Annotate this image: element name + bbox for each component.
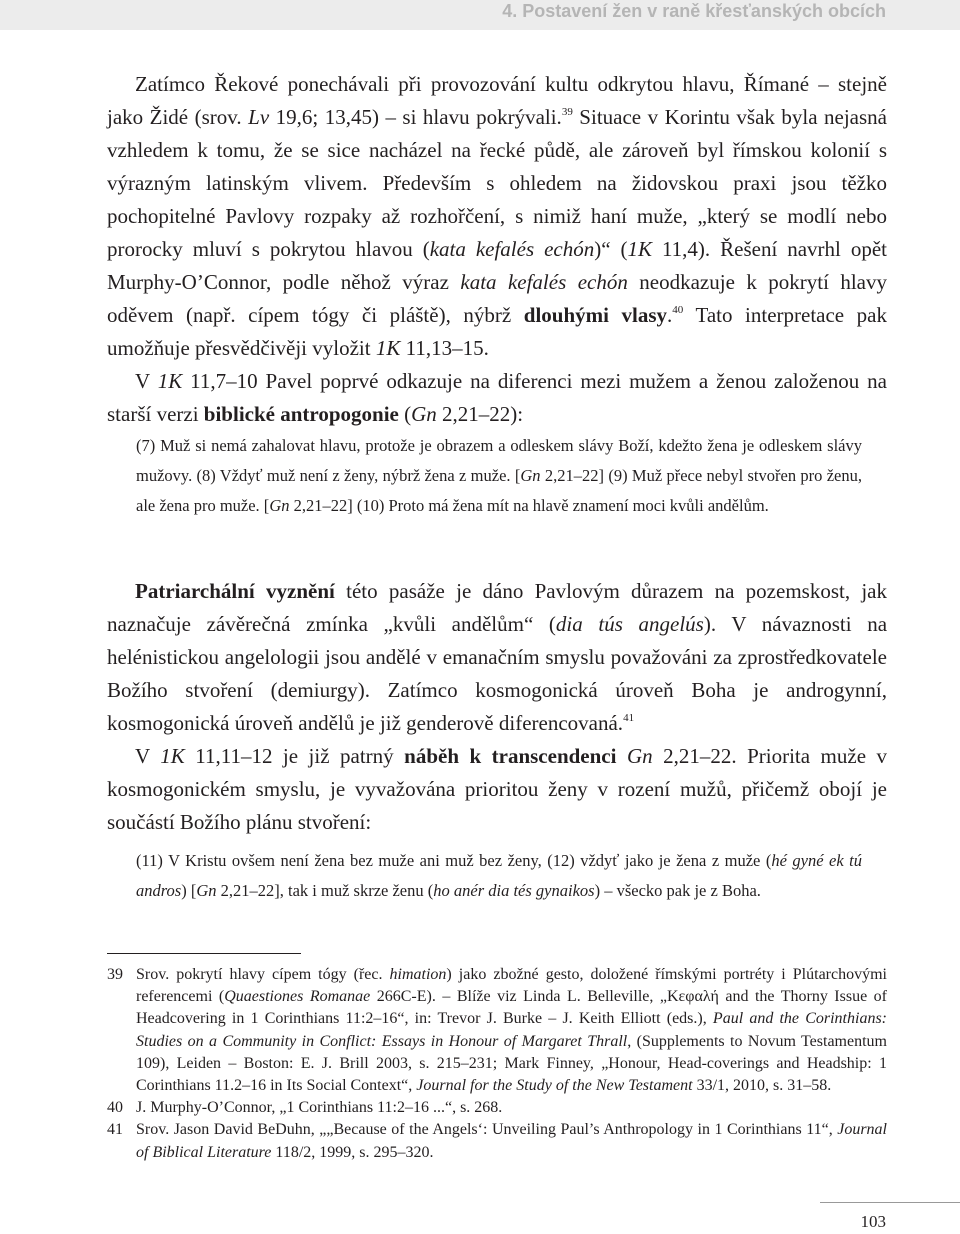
paragraph-4: V 1K 11,11–12 je již patrný náběh k transcendenci Gn 2,21–22. Priorita muže v kosmogonickém smyslu, je vyvažována prioritou ženy v rození mužů, přičemž obojí je součástí Božího plánu stvoření: xyxy=(107,744,887,834)
footnote-number: 41 xyxy=(107,1121,123,1139)
footnote-ref-39[interactable]: 39 xyxy=(561,106,573,118)
page-number-rule xyxy=(820,1202,960,1203)
footnote-number: 40 xyxy=(107,1099,123,1117)
page-number: 103 xyxy=(860,1212,886,1231)
footnotes xyxy=(107,964,887,1164)
main-text-block-1 xyxy=(107,68,887,431)
footnote-ref-41[interactable]: 41 xyxy=(623,712,635,724)
chapter-title: 4. Postavení žen v raně křesťanských obcích xyxy=(502,1,886,21)
running-head xyxy=(0,0,960,30)
footnote-ref-40[interactable]: 40 xyxy=(672,304,684,316)
main-text-block-2 xyxy=(107,575,887,839)
quote-2-text: (11) V Kristu ovšem není žena bez muže ani muž bez ženy, (12) vždyť jako je žena z muže (hé gyné ek tú andros) [Gn 2,21–22], tak i muž skrze ženu (ho anér dia tés gynaikos) – všecko pak je z Boha. xyxy=(136,851,862,900)
footnote-39: 39 Srov. pokrytí hlavy cípem tógy (řec. himation) jako zbožné gesto, doložené římskými portréty i Plútarchovými referencemi (Quaestiones Romanae 266C-E). – Blíže viz Linda L. Belleville, „Κεφαλή and the Thorny Issue of Headcovering in 1 Corinthians 11:2–16“, in: Trevor J. Burke – J. Keith Elliott (eds.), Paul and the Corinthians: Studies on a Community in Conflict: Essays in Honour of Margaret Thrall, (Supplements to Novum Testamentum 109), Leiden – Boston: E. J. Brill 2003, s. 215–231; Mark Finney, „Honour, Head-coverings and Headship: 1 Corinthians 11.2–16 in Its Social Context“, Journal for the Study of the New Testament 33/1, 2010, s. 31–58. xyxy=(107,966,888,1095)
footnote-41: 41 Srov. Jason David BeDuhn, „„Because of the Angels‘: Unveiling Paul’s Anthropology in 1 Corinthians 11“, Journal of Biblical Literature 118/2, 1999, s. 295–320. xyxy=(107,1121,887,1161)
footnote-40: 40 J. Murphy-O’Connor, „1 Corinthians 11:2–16 ...“, s. 268. xyxy=(107,1097,887,1119)
paragraph-3: Patriarchální vyznění této pasáže je dáno Pavlovým důrazem na pozemskost, jak naznačuje závěrečná zmínka „kvůli andělům“ (dia tús angelús). V návaznosti na helénistickou angelologii jsou andělé v emanačním smyslu považováni za zprostředkovatele Božího stvoření (demiurgy). Zatímco kosmogonická úroveň Boha je androgynní, kosmogonická úroveň andělů je již genderově diferencovaná.$^{41}$ xyxy=(107,579,888,735)
quote-1-text: (7) Muž si nemá zahalovat hlavu, protože je obrazem a odleskem slávy Boží, kdežto žena je odleskem slávy mužovy. (8) Vždyť muž není z ženy, nýbrž žena z muže. [Gn 2,21–22] (9) Muž přece nebyl stvořen pro ženu, ale žena pro muže. [Gn 2,21–22] (10) Proto má žena mít na hlavě znamení moci kvůli andělům. xyxy=(136,436,862,515)
block-quote-1 xyxy=(136,431,862,521)
paragraph-1: Zatímco Řekové ponechávali při provozování kultu odkrytou hlavu, Římané – stejně jako Židé (srov. Lv 19,6; 13,45) – si hlavu pokrývali.$^{39}$ Situace v Korintu však byla nejasná vzhledem k tomu, že se sice nacházel na řecké půdě, ale zároveň byl římskou kolonií s výrazným latinským vlivem. Především s ohledem na židovskou praxi jsou těžko pochopitelné Pavlovy rozpaky až rozhořčení, s nimiž haní muže, „který se modlí nebo prorocky mluví s pokrytou hlavou (kata kefalés echón)“ (1K 11,4). Řešení navrhl opět Murphy-O’Connor, podle něhož výraz kata kefalés echón neodkazuje k pokrytí hlavy oděvem (např. cípem tógy či pláště), nýbrž dlouhými vlasy.$^{40}$ Tato interpretace pak umožňuje přesvědčivěji vyložit 1K 11,13–15. xyxy=(107,72,887,360)
paragraph-2: V 1K 11,7–10 Pavel poprvé odkazuje na diferenci mezi mužem a ženou založenou na starší verzi biblické antropogonie (Gn 2,21–22): xyxy=(107,369,887,426)
block-quote-2 xyxy=(136,846,862,906)
footnote-divider xyxy=(107,953,301,954)
footnote-number: 39 xyxy=(107,966,123,983)
